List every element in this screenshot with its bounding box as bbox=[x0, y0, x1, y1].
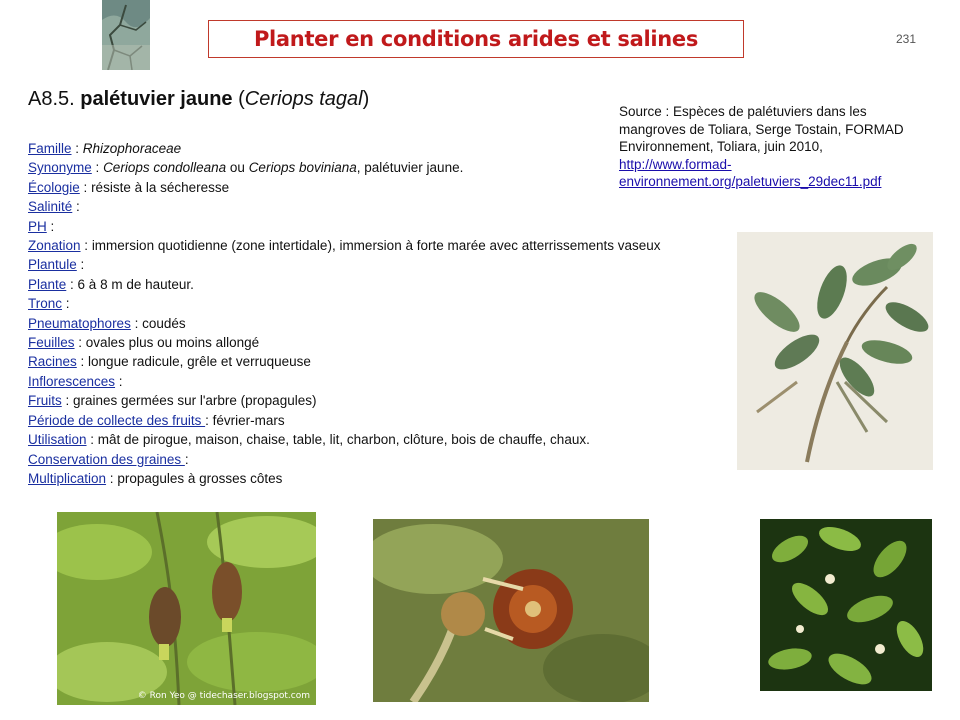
property-key: Salinité bbox=[28, 199, 73, 215]
property-row bbox=[28, 352, 728, 371]
property-value-part: Ceriops boviniana bbox=[248, 160, 357, 176]
property-key: Période de collecte des fruits bbox=[28, 412, 206, 428]
species-properties-list bbox=[28, 139, 728, 488]
property-row bbox=[28, 178, 728, 197]
property-row bbox=[28, 236, 728, 255]
property-separator: : bbox=[106, 470, 118, 486]
property-value: coudés bbox=[142, 315, 186, 331]
species-heading bbox=[28, 88, 369, 111]
species-code: A8.5. bbox=[28, 88, 75, 110]
property-value: longue radicule, grêle et verruqueuse bbox=[88, 354, 311, 370]
property-row bbox=[28, 430, 728, 449]
property-separator: : bbox=[66, 276, 78, 292]
cracked-soil-illustration bbox=[102, 0, 150, 70]
property-key: Écologie bbox=[28, 179, 80, 195]
property-separator: : bbox=[80, 238, 92, 254]
species-common-name: palétuvier jaune bbox=[80, 88, 233, 110]
property-row bbox=[28, 158, 728, 177]
property-value: 6 à 8 m de hauteur. bbox=[77, 276, 194, 292]
property-key: Plantule bbox=[28, 257, 77, 273]
page-title: Planter en conditions arides et salines bbox=[253, 27, 699, 51]
property-row bbox=[28, 333, 728, 352]
property-value: graines germées sur l'arbre (propagules) bbox=[73, 393, 317, 409]
property-key: Plante bbox=[28, 276, 67, 292]
property-key: Utilisation bbox=[28, 432, 87, 448]
property-separator: : bbox=[74, 335, 86, 351]
property-value: résiste à la sécheresse bbox=[91, 179, 230, 195]
property-value-part: , palétuvier jaune. bbox=[356, 160, 464, 176]
foliage-illustration bbox=[760, 519, 932, 691]
property-value: Rhizophoraceae bbox=[82, 141, 182, 156]
property-key: PH bbox=[28, 218, 47, 234]
property-separator: : bbox=[130, 315, 143, 331]
property-row bbox=[28, 314, 728, 333]
property-separator: : bbox=[79, 179, 92, 195]
property-separator: : bbox=[62, 296, 70, 312]
property-separator: : bbox=[86, 432, 98, 448]
property-row bbox=[28, 217, 728, 236]
property-key: Racines bbox=[28, 354, 77, 370]
property-key: Feuilles bbox=[28, 335, 75, 351]
property-row bbox=[28, 139, 728, 158]
property-key: Tronc bbox=[28, 296, 63, 312]
property-value: ovales plus ou moins allongé bbox=[85, 335, 260, 351]
page-number: 231 bbox=[896, 32, 917, 46]
leafy-branch-drawing bbox=[737, 232, 933, 470]
property-row bbox=[28, 294, 728, 313]
property-value: février-mars bbox=[212, 412, 285, 428]
property-key: Multiplication bbox=[28, 470, 107, 486]
header-thumbnail-image bbox=[102, 0, 150, 70]
property-separator: : bbox=[184, 451, 189, 467]
property-value-part: ou bbox=[226, 160, 249, 176]
property-separator: : bbox=[46, 218, 55, 234]
property-row bbox=[28, 372, 728, 391]
heading-close-paren: ) bbox=[362, 88, 370, 110]
property-value: mât de pirogue, maison, chaise, table, lit, charbon, clôture, bois de chauffe, chaux. bbox=[97, 432, 590, 448]
property-separator: : bbox=[71, 141, 83, 156]
propagules-illustration bbox=[57, 512, 316, 705]
title-box bbox=[208, 20, 744, 58]
property-row bbox=[28, 469, 728, 488]
flower-illustration bbox=[373, 519, 649, 702]
source-link[interactable]: http://www.formad-environnement.org/paletuviers_29dec11.pdf bbox=[619, 156, 882, 189]
source-text: Source : Espèces de palétuviers dans les mangroves de Toliara, Serge Tostain, FORMAD Environnement, Toliara, juin 2010, bbox=[619, 104, 904, 154]
property-key: Conservation des graines bbox=[28, 451, 185, 467]
property-row bbox=[28, 450, 728, 469]
property-key: Pneumatophores bbox=[28, 315, 131, 331]
property-key: Inflorescences bbox=[28, 373, 116, 389]
property-row bbox=[28, 197, 728, 216]
property-key: Fruits bbox=[28, 393, 62, 409]
property-separator: : bbox=[91, 160, 104, 176]
species-latin-name: Ceriops tagal bbox=[244, 88, 363, 110]
heading-open-paren: ( bbox=[238, 88, 245, 110]
property-separator: : bbox=[76, 257, 85, 273]
property-value: propagules à grosses côtes bbox=[117, 470, 283, 486]
photo-credit: © Ron Yeo @ tidechaser.blogspot.com bbox=[137, 691, 310, 701]
property-key: Zonation bbox=[28, 238, 81, 254]
property-key: Famille bbox=[28, 141, 72, 156]
property-row bbox=[28, 255, 728, 274]
property-separator: : bbox=[115, 373, 123, 389]
foliage-photo bbox=[760, 519, 932, 691]
property-row bbox=[28, 391, 728, 410]
property-row bbox=[28, 411, 728, 430]
property-separator: : bbox=[72, 199, 80, 215]
botanical-illustration-image bbox=[737, 232, 933, 470]
flower-photo bbox=[373, 519, 649, 702]
property-separator: : bbox=[76, 354, 89, 370]
property-value: immersion quotidienne (zone intertidale), immersion à forte marée avec atterrissements vaseux bbox=[91, 238, 661, 254]
property-separator: : bbox=[205, 412, 213, 428]
propagules-photo bbox=[57, 512, 316, 705]
property-key: Synonyme bbox=[28, 160, 92, 176]
property-row bbox=[28, 275, 728, 294]
property-value-part: Ceriops condolleana bbox=[103, 160, 227, 176]
property-separator: : bbox=[61, 393, 74, 409]
